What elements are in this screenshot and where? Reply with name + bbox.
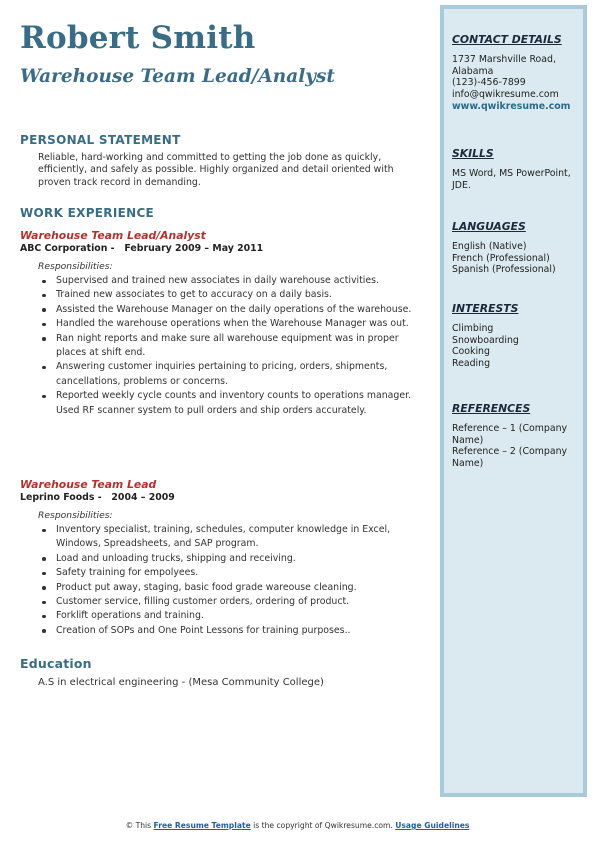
list-item: Reported weekly cycle counts and inventory counts to operations manager. Used RF scanner system to pull orders and ship orders accurately. <box>56 389 418 418</box>
interests-heading: INTERESTS <box>452 302 519 315</box>
list-item: Supervised and trained new associates in daily warehouse activities. <box>56 274 418 288</box>
list-item: Customer service, filling customer orders, ordering of product. <box>56 595 418 609</box>
list-item: Ran night reports and make sure all warehouse equipment was in proper places at shift end. <box>56 332 418 361</box>
job-bullet-list <box>56 274 418 418</box>
list-item: Safety training for empolyees. <box>56 566 418 580</box>
website-link[interactable]: www.qwikresume.com <box>452 100 571 112</box>
skills-line: JDE. <box>452 179 471 191</box>
reference-item: Reference – 2 (Company <box>452 446 568 458</box>
address-line: Alabama <box>452 65 494 77</box>
list-item: Answering customer inquiries pertaining to pricing, orders, shipments, cancellations, problems or concerns. <box>56 360 418 389</box>
usage-guidelines-link[interactable]: Usage Guidelines <box>395 821 470 830</box>
address-line: 1737 Marshville Road, <box>452 54 556 65</box>
responsibilities-label: Responsibilities: <box>38 510 113 521</box>
footer <box>0 821 595 830</box>
phone-number: (123)-456-7899 <box>452 77 526 89</box>
sidebar-panel <box>444 9 583 793</box>
education-heading: Education <box>20 656 92 671</box>
list-item: Forklift operations and training. <box>56 609 418 623</box>
interest-item: Cooking <box>452 346 490 358</box>
list-item: Load and unloading trucks, shipping and receiving. <box>56 552 418 566</box>
interests-list <box>452 323 584 370</box>
skills-list <box>452 168 584 191</box>
interest-item: Snowboarding <box>452 334 519 346</box>
list-item: Creation of SOPs and One Point Lessons for training purposes.. <box>56 624 418 638</box>
interest-item: Climbing <box>452 323 494 334</box>
work-experience-heading: WORK EXPERIENCE <box>20 206 155 220</box>
list-item: Inventory specialist, training, schedules, computer knowledge in Excel, Windows, Spreadsheets, and SAP program. <box>56 523 418 552</box>
skills-line: MS Word, MS PowerPoint, <box>452 168 571 179</box>
language-item: Spanish (Professional) <box>452 264 556 276</box>
job-employer-dates: ABC Corporation - February 2009 – May 2011 <box>20 243 264 254</box>
job-employer-dates: Leprino Foods - 2004 – 2009 <box>20 492 175 503</box>
email-address[interactable]: info@qwikresume.com <box>452 89 559 101</box>
references-list <box>452 423 584 470</box>
footer-prefix: © This <box>125 821 154 830</box>
candidate-role: Warehouse Team Lead/Analyst <box>20 66 335 87</box>
job-bullet-list <box>56 523 418 638</box>
personal-statement-heading: PERSONAL STATEMENT <box>20 133 181 147</box>
job-title: Warehouse Team Lead <box>20 478 157 491</box>
languages-list <box>452 241 584 276</box>
contact-details <box>452 54 584 113</box>
job-title: Warehouse Team Lead/Analyst <box>20 229 206 242</box>
list-item: Assisted the Warehouse Manager on the daily operations of the warehouse. <box>56 303 418 317</box>
free-resume-template-link[interactable]: Free Resume Template <box>153 821 251 830</box>
list-item: Trained new associates to get to accuracy on a daily basis. <box>56 288 418 302</box>
education-entry: A.S in electrical engineering - (Mesa Community College) <box>38 677 324 688</box>
personal-statement-text: Reliable, hard-working and committed to getting the job done as quickly, efficiently, and safely as possible. Highly organized and detail oriented with proven track record in demanding. <box>38 152 394 188</box>
language-item: English (Native) <box>452 241 527 252</box>
sidebar <box>440 5 587 797</box>
reference-item: Name) <box>452 434 484 446</box>
footer-copyright-text: is the copyright of Qwikresume.com. <box>250 821 396 830</box>
reference-item: Name) <box>452 458 484 470</box>
list-item: Product put away, staging, basic food grade wareouse cleaning. <box>56 581 418 595</box>
interest-item: Reading <box>452 358 491 370</box>
contact-heading: CONTACT DETAILS <box>452 33 562 46</box>
list-item: Handled the warehouse operations when the Warehouse Manager was out. <box>56 317 418 331</box>
reference-item: Reference – 1 (Company <box>452 423 568 434</box>
language-item: French (Professional) <box>452 252 550 264</box>
responsibilities-label: Responsibilities: <box>38 261 113 272</box>
candidate-name: Robert Smith <box>20 20 256 56</box>
references-heading: REFERENCES <box>452 402 531 415</box>
languages-heading: LANGUAGES <box>452 220 526 233</box>
skills-heading: SKILLS <box>452 147 494 160</box>
